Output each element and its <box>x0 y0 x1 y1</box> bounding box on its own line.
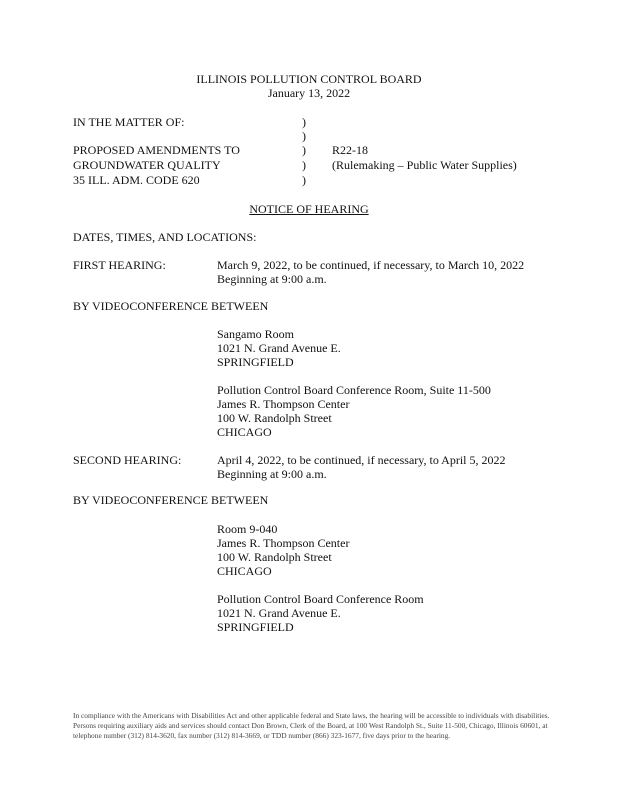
dates-heading: DATES, TIMES, AND LOCATIONS: <box>73 230 257 244</box>
videoconference-heading: BY VIDEOCONFERENCE BETWEEN <box>73 493 269 507</box>
caption-separator: ) <box>302 115 306 129</box>
caption-separator: ) <box>302 158 306 172</box>
second-hearing-date: April 4, 2022, to be continued, if necessary, to April 5, 2022 <box>217 453 506 467</box>
first-hearing-date: March 9, 2022, to be continued, if necessary, to March 10, 2022 <box>217 258 525 272</box>
location-line: SPRINGFIELD <box>217 355 294 369</box>
second-hearing-label: SECOND HEARING: <box>73 453 182 467</box>
caption-left-line: 35 ILL. ADM. CODE 620 <box>73 173 200 187</box>
caption-left-line: GROUNDWATER QUALITY <box>73 158 221 172</box>
location-line: Room 9-040 <box>217 522 278 536</box>
docket-type: (Rulemaking – Public Water Supplies) <box>332 158 517 172</box>
document-date: January 13, 2022 <box>267 86 351 100</box>
caption-separator: ) <box>302 129 306 143</box>
location-line: 1021 N. Grand Avenue E. <box>217 606 341 620</box>
second-hearing-time: Beginning at 9:00 a.m. <box>217 467 327 481</box>
notice-title: NOTICE OF HEARING <box>249 202 369 216</box>
docket-number: R22-18 <box>332 143 368 157</box>
location-line: Pollution Control Board Conference Room, Suite 11-500 <box>217 383 491 397</box>
first-hearing-time: Beginning at 9:00 a.m. <box>217 272 327 286</box>
location-line: 1021 N. Grand Avenue E. <box>217 341 341 355</box>
caption-separator: ) <box>302 143 306 157</box>
location-line: Sangamo Room <box>217 327 294 341</box>
location-line: 100 W. Randolph Street <box>217 411 332 425</box>
caption-left-line: PROPOSED AMENDMENTS TO <box>73 143 240 157</box>
accessibility-footnote: In compliance with the Americans with Disabilities Act and other applicable federal and State laws, the hearing will be accessible to individuals with disabilities. Persons requiring auxiliary aids and services should contact Don Brown, Clerk of the Board, at 100 West Randolph St., Suite 11-500, Chicago, Illinois 60601, at telephone number (312) 814-3620, fax number (312) 814-3669, or TDD number (866) 323-1677, five days prior to the hearing. <box>73 711 550 740</box>
first-hearing-label: FIRST HEARING: <box>73 258 166 272</box>
location-line: SPRINGFIELD <box>217 620 294 634</box>
location-line: 100 W. Randolph Street <box>217 550 332 564</box>
location-line: CHICAGO <box>217 425 272 439</box>
location-line: James R. Thompson Center <box>217 397 350 411</box>
caption-separator: ) <box>302 173 306 187</box>
agency-name: ILLINOIS POLLUTION CONTROL BOARD <box>196 72 422 86</box>
location-line: Pollution Control Board Conference Room <box>217 592 424 606</box>
location-line: CHICAGO <box>217 564 272 578</box>
videoconference-heading: BY VIDEOCONFERENCE BETWEEN <box>73 299 269 313</box>
caption-left-line: IN THE MATTER OF: <box>73 115 185 129</box>
location-line: James R. Thompson Center <box>217 536 350 550</box>
